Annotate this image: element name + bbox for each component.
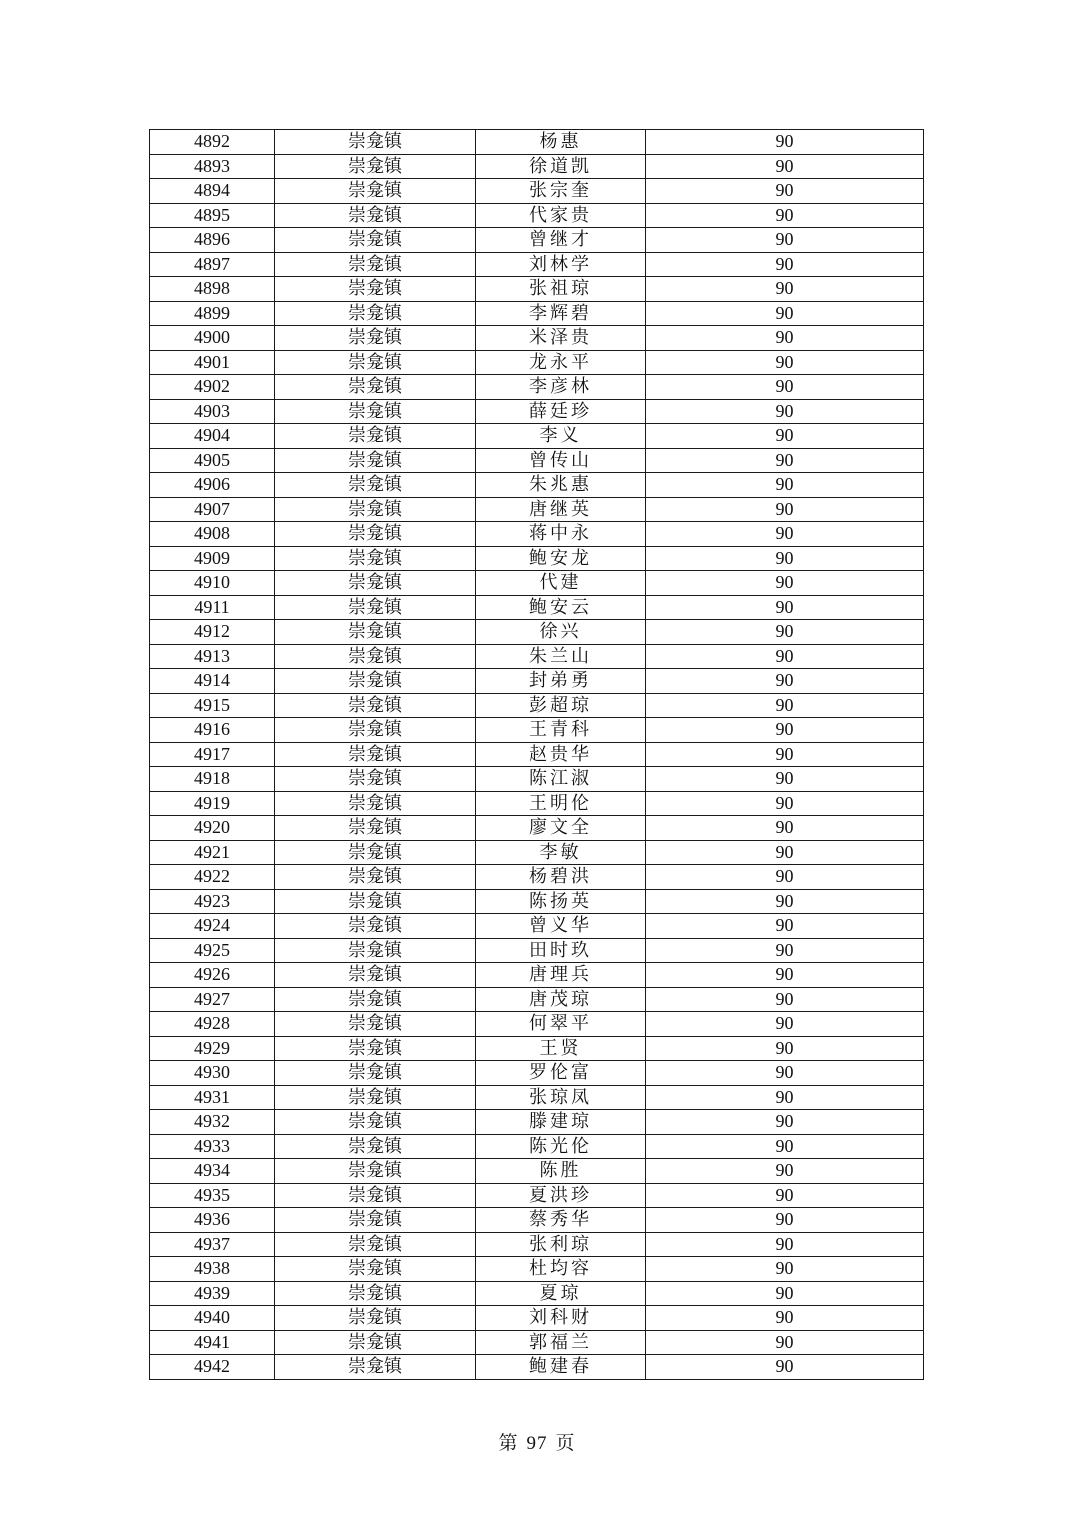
town-cell: 崇龛镇: [275, 252, 476, 277]
town-cell: 崇龛镇: [275, 1036, 476, 1061]
amount-cell: 90: [646, 938, 924, 963]
amount-cell: 90: [646, 1281, 924, 1306]
amount-cell: 90: [646, 301, 924, 326]
table-row: [150, 889, 924, 914]
row-number-cell: 4920: [150, 816, 275, 841]
row-number-cell: 4910: [150, 571, 275, 596]
row-number-cell: 4897: [150, 252, 275, 277]
row-number-cell: 4908: [150, 522, 275, 547]
amount-cell: 90: [646, 1257, 924, 1282]
row-number-cell: 4901: [150, 350, 275, 375]
name-cell: 薛廷珍: [476, 399, 646, 424]
table-row: [150, 130, 924, 155]
row-number-cell: 4942: [150, 1355, 275, 1380]
name-cell: 杨惠: [476, 130, 646, 155]
row-number-cell: 4915: [150, 693, 275, 718]
row-number-cell: 4923: [150, 889, 275, 914]
amount-cell: 90: [646, 277, 924, 302]
amount-cell: 90: [646, 1232, 924, 1257]
page-label-prefix: 第: [498, 1433, 519, 1454]
row-number-cell: 4939: [150, 1281, 275, 1306]
table-row: [150, 1257, 924, 1282]
amount-cell: 90: [646, 1012, 924, 1037]
table-row: [150, 1036, 924, 1061]
table-row: [150, 1330, 924, 1355]
town-cell: 崇龛镇: [275, 1232, 476, 1257]
name-cell: 蔡秀华: [476, 1208, 646, 1233]
table-row: [150, 1183, 924, 1208]
row-number-cell: 4937: [150, 1232, 275, 1257]
amount-cell: 90: [646, 1110, 924, 1135]
table-row: [150, 595, 924, 620]
amount-cell: 90: [646, 179, 924, 204]
amount-cell: 90: [646, 718, 924, 743]
row-number-cell: 4931: [150, 1085, 275, 1110]
amount-cell: 90: [646, 767, 924, 792]
town-cell: 崇龛镇: [275, 742, 476, 767]
town-cell: 崇龛镇: [275, 1257, 476, 1282]
row-number-cell: 4909: [150, 546, 275, 571]
name-cell: 朱兆惠: [476, 473, 646, 498]
table-row: [150, 840, 924, 865]
amount-cell: 90: [646, 644, 924, 669]
town-cell: 崇龛镇: [275, 203, 476, 228]
table-row: [150, 448, 924, 473]
name-cell: 陈胜: [476, 1159, 646, 1184]
row-number-cell: 4904: [150, 424, 275, 449]
table-row: [150, 546, 924, 571]
amount-cell: 90: [646, 1159, 924, 1184]
town-cell: 崇龛镇: [275, 620, 476, 645]
table-row: [150, 277, 924, 302]
table-row: [150, 203, 924, 228]
town-cell: 崇龛镇: [275, 375, 476, 400]
amount-cell: 90: [646, 987, 924, 1012]
row-number-cell: 4917: [150, 742, 275, 767]
table-row: [150, 571, 924, 596]
name-cell: 郭福兰: [476, 1330, 646, 1355]
amount-cell: 90: [646, 1061, 924, 1086]
town-cell: 崇龛镇: [275, 816, 476, 841]
amount-cell: 90: [646, 448, 924, 473]
town-cell: 崇龛镇: [275, 277, 476, 302]
table-row: [150, 1085, 924, 1110]
row-number-cell: 4928: [150, 1012, 275, 1037]
table-row: [150, 767, 924, 792]
town-cell: 崇龛镇: [275, 914, 476, 939]
town-cell: 崇龛镇: [275, 130, 476, 155]
town-cell: 崇龛镇: [275, 546, 476, 571]
amount-cell: 90: [646, 1330, 924, 1355]
name-cell: 夏洪珍: [476, 1183, 646, 1208]
name-cell: 赵贵华: [476, 742, 646, 767]
town-cell: 崇龛镇: [275, 1159, 476, 1184]
row-number-cell: 4936: [150, 1208, 275, 1233]
name-cell: 陈江淑: [476, 767, 646, 792]
town-cell: 崇龛镇: [275, 889, 476, 914]
table-row: [150, 301, 924, 326]
amount-cell: 90: [646, 522, 924, 547]
name-cell: 李义: [476, 424, 646, 449]
town-cell: 崇龛镇: [275, 1110, 476, 1135]
town-cell: 崇龛镇: [275, 938, 476, 963]
amount-cell: 90: [646, 252, 924, 277]
town-cell: 崇龛镇: [275, 326, 476, 351]
row-number-cell: 4916: [150, 718, 275, 743]
row-number-cell: 4914: [150, 669, 275, 694]
amount-cell: 90: [646, 473, 924, 498]
amount-cell: 90: [646, 1134, 924, 1159]
page-label-suffix: 页: [555, 1433, 576, 1454]
town-cell: 崇龛镇: [275, 1281, 476, 1306]
name-cell: 封弟勇: [476, 669, 646, 694]
row-number-cell: 4903: [150, 399, 275, 424]
row-number-cell: 4892: [150, 130, 275, 155]
amount-cell: 90: [646, 816, 924, 841]
town-cell: 崇龛镇: [275, 669, 476, 694]
row-number-cell: 4899: [150, 301, 275, 326]
table-row: [150, 497, 924, 522]
amount-cell: 90: [646, 375, 924, 400]
amount-cell: 90: [646, 840, 924, 865]
amount-cell: 90: [646, 203, 924, 228]
town-cell: 崇龛镇: [275, 497, 476, 522]
town-cell: 崇龛镇: [275, 301, 476, 326]
row-number-cell: 4940: [150, 1306, 275, 1331]
name-cell: 滕建琼: [476, 1110, 646, 1135]
row-number-cell: 4922: [150, 865, 275, 890]
name-cell: 李辉碧: [476, 301, 646, 326]
table-row: [150, 938, 924, 963]
amount-cell: 90: [646, 742, 924, 767]
table-row: [150, 350, 924, 375]
amount-cell: 90: [646, 571, 924, 596]
table-row: [150, 424, 924, 449]
table-row: [150, 1159, 924, 1184]
town-cell: 崇龛镇: [275, 1355, 476, 1380]
name-cell: 廖文全: [476, 816, 646, 841]
table-row: [150, 1110, 924, 1135]
name-cell: 彭超琼: [476, 693, 646, 718]
table-row: [150, 865, 924, 890]
table-row: [150, 154, 924, 179]
town-cell: 崇龛镇: [275, 693, 476, 718]
beneficiary-table: [149, 129, 924, 1380]
table-row: [150, 1061, 924, 1086]
row-number-cell: 4894: [150, 179, 275, 204]
name-cell: 张琼凤: [476, 1085, 646, 1110]
town-cell: 崇龛镇: [275, 767, 476, 792]
row-number-cell: 4906: [150, 473, 275, 498]
row-number-cell: 4918: [150, 767, 275, 792]
town-cell: 崇龛镇: [275, 154, 476, 179]
name-cell: 杨碧洪: [476, 865, 646, 890]
name-cell: 刘科财: [476, 1306, 646, 1331]
name-cell: 张利琼: [476, 1232, 646, 1257]
table-row: [150, 522, 924, 547]
name-cell: 代建: [476, 571, 646, 596]
name-cell: 刘林学: [476, 252, 646, 277]
row-number-cell: 4911: [150, 595, 275, 620]
name-cell: 曾继才: [476, 228, 646, 253]
town-cell: 崇龛镇: [275, 350, 476, 375]
town-cell: 崇龛镇: [275, 1134, 476, 1159]
row-number-cell: 4941: [150, 1330, 275, 1355]
row-number-cell: 4902: [150, 375, 275, 400]
town-cell: 崇龛镇: [275, 865, 476, 890]
name-cell: 曾传山: [476, 448, 646, 473]
row-number-cell: 4893: [150, 154, 275, 179]
name-cell: 张宗奎: [476, 179, 646, 204]
name-cell: 陈扬英: [476, 889, 646, 914]
name-cell: 夏琼: [476, 1281, 646, 1306]
amount-cell: 90: [646, 228, 924, 253]
row-number-cell: 4895: [150, 203, 275, 228]
row-number-cell: 4938: [150, 1257, 275, 1282]
name-cell: 徐道凯: [476, 154, 646, 179]
table-row: [150, 620, 924, 645]
row-number-cell: 4896: [150, 228, 275, 253]
table-row: [150, 473, 924, 498]
amount-cell: 90: [646, 889, 924, 914]
amount-cell: 90: [646, 326, 924, 351]
amount-cell: 90: [646, 669, 924, 694]
town-cell: 崇龛镇: [275, 1330, 476, 1355]
table-row: [150, 252, 924, 277]
town-cell: 崇龛镇: [275, 1061, 476, 1086]
name-cell: 王明伦: [476, 791, 646, 816]
name-cell: 蒋中永: [476, 522, 646, 547]
row-number-cell: 4933: [150, 1134, 275, 1159]
table-row: [150, 1355, 924, 1380]
town-cell: 崇龛镇: [275, 473, 476, 498]
name-cell: 陈光伦: [476, 1134, 646, 1159]
town-cell: 崇龛镇: [275, 791, 476, 816]
table-body: [150, 130, 924, 1380]
name-cell: 徐兴: [476, 620, 646, 645]
table-row: [150, 179, 924, 204]
table-row: [150, 718, 924, 743]
table-row: [150, 1306, 924, 1331]
town-cell: 崇龛镇: [275, 1183, 476, 1208]
table-row: [150, 644, 924, 669]
row-number-cell: 4925: [150, 938, 275, 963]
table-row: [150, 963, 924, 988]
row-number-cell: 4900: [150, 326, 275, 351]
table-row: [150, 669, 924, 694]
table-row: [150, 693, 924, 718]
row-number-cell: 4907: [150, 497, 275, 522]
name-cell: 张祖琼: [476, 277, 646, 302]
table-row: [150, 228, 924, 253]
name-cell: 鲍安云: [476, 595, 646, 620]
table-row: [150, 326, 924, 351]
amount-cell: 90: [646, 130, 924, 155]
row-number-cell: 4927: [150, 987, 275, 1012]
town-cell: 崇龛镇: [275, 840, 476, 865]
name-cell: 罗伦富: [476, 1061, 646, 1086]
row-number-cell: 4905: [150, 448, 275, 473]
page-number: 97: [526, 1433, 548, 1454]
table-row: [150, 987, 924, 1012]
town-cell: 崇龛镇: [275, 522, 476, 547]
amount-cell: 90: [646, 497, 924, 522]
town-cell: 崇龛镇: [275, 1306, 476, 1331]
name-cell: 李敏: [476, 840, 646, 865]
row-number-cell: 4926: [150, 963, 275, 988]
amount-cell: 90: [646, 865, 924, 890]
name-cell: 鲍安龙: [476, 546, 646, 571]
name-cell: 唐理兵: [476, 963, 646, 988]
row-number-cell: 4921: [150, 840, 275, 865]
amount-cell: 90: [646, 399, 924, 424]
table-row: [150, 1208, 924, 1233]
table-row: [150, 791, 924, 816]
town-cell: 崇龛镇: [275, 644, 476, 669]
page-footer: [0, 1428, 1074, 1455]
amount-cell: 90: [646, 791, 924, 816]
amount-cell: 90: [646, 1355, 924, 1380]
amount-cell: 90: [646, 154, 924, 179]
town-cell: 崇龛镇: [275, 1012, 476, 1037]
row-number-cell: 4932: [150, 1110, 275, 1135]
name-cell: 田时玖: [476, 938, 646, 963]
table-row: [150, 914, 924, 939]
table-row: [150, 1134, 924, 1159]
amount-cell: 90: [646, 350, 924, 375]
town-cell: 崇龛镇: [275, 1208, 476, 1233]
name-cell: 曾义华: [476, 914, 646, 939]
amount-cell: 90: [646, 1085, 924, 1110]
town-cell: 崇龛镇: [275, 595, 476, 620]
name-cell: 王贤: [476, 1036, 646, 1061]
name-cell: 唐继英: [476, 497, 646, 522]
table-row: [150, 1281, 924, 1306]
town-cell: 崇龛镇: [275, 987, 476, 1012]
amount-cell: 90: [646, 693, 924, 718]
table-row: [150, 399, 924, 424]
town-cell: 崇龛镇: [275, 179, 476, 204]
row-number-cell: 4929: [150, 1036, 275, 1061]
row-number-cell: 4924: [150, 914, 275, 939]
table-row: [150, 375, 924, 400]
amount-cell: 90: [646, 424, 924, 449]
town-cell: 崇龛镇: [275, 1085, 476, 1110]
row-number-cell: 4898: [150, 277, 275, 302]
amount-cell: 90: [646, 595, 924, 620]
town-cell: 崇龛镇: [275, 399, 476, 424]
town-cell: 崇龛镇: [275, 424, 476, 449]
row-number-cell: 4930: [150, 1061, 275, 1086]
beneficiary-table-container: [149, 129, 923, 1380]
name-cell: 唐茂琼: [476, 987, 646, 1012]
name-cell: 李彦林: [476, 375, 646, 400]
amount-cell: 90: [646, 546, 924, 571]
amount-cell: 90: [646, 914, 924, 939]
name-cell: 鲍建春: [476, 1355, 646, 1380]
row-number-cell: 4919: [150, 791, 275, 816]
amount-cell: 90: [646, 620, 924, 645]
table-row: [150, 1232, 924, 1257]
amount-cell: 90: [646, 1306, 924, 1331]
name-cell: 何翠平: [476, 1012, 646, 1037]
amount-cell: 90: [646, 1208, 924, 1233]
amount-cell: 90: [646, 1036, 924, 1061]
row-number-cell: 4935: [150, 1183, 275, 1208]
table-row: [150, 816, 924, 841]
town-cell: 崇龛镇: [275, 571, 476, 596]
name-cell: 杜均容: [476, 1257, 646, 1282]
town-cell: 崇龛镇: [275, 448, 476, 473]
table-row: [150, 1012, 924, 1037]
table-row: [150, 742, 924, 767]
amount-cell: 90: [646, 1183, 924, 1208]
town-cell: 崇龛镇: [275, 228, 476, 253]
name-cell: 代家贵: [476, 203, 646, 228]
name-cell: 龙永平: [476, 350, 646, 375]
town-cell: 崇龛镇: [275, 963, 476, 988]
amount-cell: 90: [646, 963, 924, 988]
row-number-cell: 4912: [150, 620, 275, 645]
name-cell: 米泽贵: [476, 326, 646, 351]
name-cell: 朱兰山: [476, 644, 646, 669]
row-number-cell: 4913: [150, 644, 275, 669]
name-cell: 王青科: [476, 718, 646, 743]
town-cell: 崇龛镇: [275, 718, 476, 743]
row-number-cell: 4934: [150, 1159, 275, 1184]
